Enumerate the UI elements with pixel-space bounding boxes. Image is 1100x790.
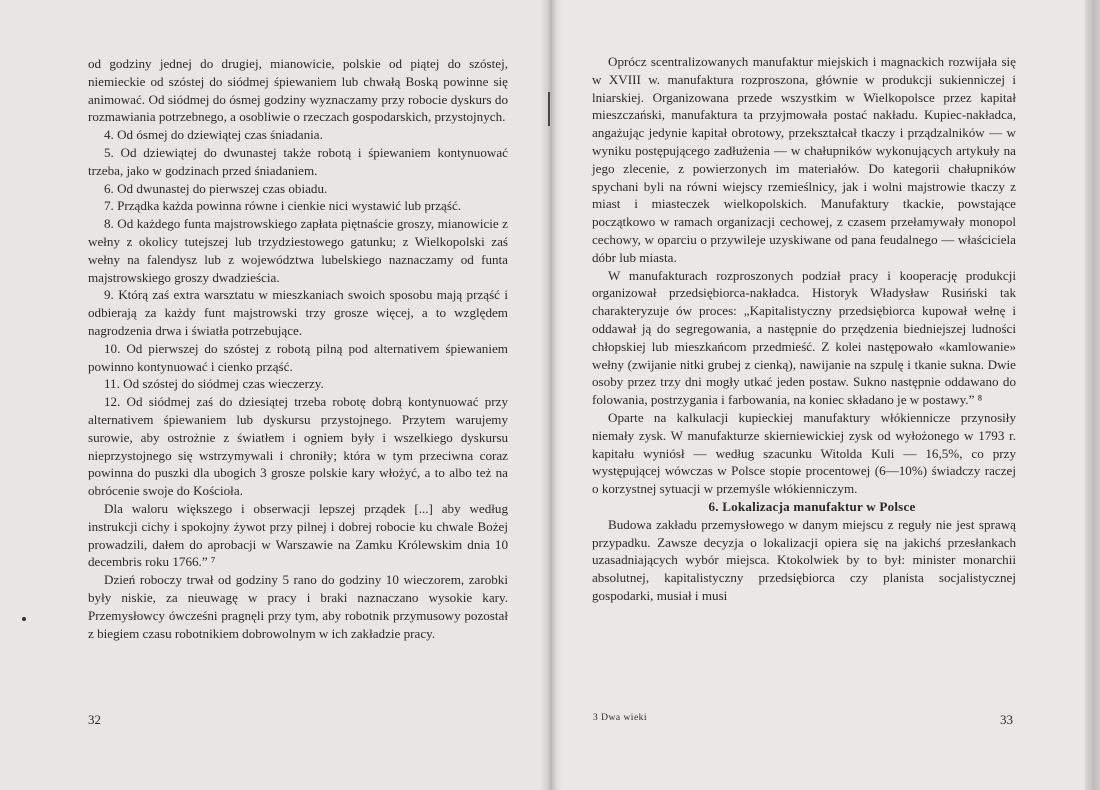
paragraph: 4. Od ósmej do dziewiątej czas śniadania. — [104, 127, 323, 143]
paragraph: 10. Od pierwszej do szóstej z robotą pilną pod alternativem śpiewaniem powinno kontynuować i cienko prząść. — [88, 340, 508, 374]
paragraph: Oparte na kalkulacji kupieckiej manufaktury włókiennicze przynosiły niemały zysk. W manufakturze skierniewickiej zysk od wyłożonego w 1793 r. kapitału wyniósł — według szacunku Witolda Kuli — 16,5%, co przy występującej wówczas w Polsce stopie procentowej (6—10%) świadczy raczej o korzystnej sytuacji w przemyśle włókienniczym. — [592, 409, 1016, 497]
right-page-text — [592, 53, 1016, 605]
paragraph: Dzień roboczy trwał od godziny 5 rano do godziny 10 wieczorem, zarobki były niskie, za nieuwagę w pracy i braki naznaczano wysokie kary. Przemysłowcy ówcześni pragnęli przy tym, aby robotnik przymusowy pozostał z biegiem czasu robotnikiem dobrowolnym w ich zakładzie pracy. — [88, 572, 508, 641]
right-page — [552, 0, 1100, 790]
margin-mark — [22, 617, 26, 621]
page-number: 33 — [1000, 712, 1013, 727]
section-heading: 6. Lokalizacja manufaktur w Polsce — [708, 498, 916, 514]
signature-mark: 3 Dwa wieki — [593, 713, 648, 723]
page-edge — [1085, 0, 1100, 790]
paragraph: Dla waloru większego i obserwacji lepszej prządek [...] aby według instrukcji cichy i spokojny żywot przy pilnej i dobrej robocie ku chwale Bożej prowadzili, dałem do aprobacji w Warszawie na Zamku Królewskim dnia 10 decembris roku 1766.” ⁷ — [88, 500, 508, 570]
paragraph: 8. Od każdego funta majstrowskiego zapłata piętnaście groszy, mianowicie z wełny z okolicy tutejszej lub trzydziestowego gatunku; z Wielkopolski zaś wełny na falendysz lub z województwa lubelskiego naznaczamy od funta majstrowskiego groszy dwadzieścia. — [88, 216, 508, 285]
paragraph: Budowa zakładu przemysłowego w danym miejscu z reguły nie jest sprawą przypadku. Zawsze decyzja o lokalizacji opiera się na jakichś przesłankach uzasadniających wybór miejsca. Ktokolwiek by to był: minister monarchii absolutnej, kapitalistyczny przedsiębiorca czy planista socjalistycznej gospodarki, musiał i musi — [592, 516, 1016, 603]
left-page-text — [88, 55, 508, 642]
paragraph: 6. Od dwunastej do pierwszej czas obiadu. — [104, 180, 328, 196]
paragraph: od godziny jednej do drugiej, mianowicie, polskie od piątej do szóstej, niemieckie od szóstej do siódmej śpiewaniem lub chwałą Boską powinne się animować. Od siódmej do ósmej godziny wyznaczamy przy robocie dyskurs do rozmawiania potrzebnego, a osobliwie o rzeczach gospodarskich, przystojnych. — [88, 56, 508, 125]
paragraph: 5. Od dziewiątej do dwunastej także robotą i śpiewaniem kontynuować trzeba, jako w godzinach przed śniadaniem. — [88, 144, 508, 178]
page-number: 32 — [88, 712, 101, 727]
left-page — [0, 0, 548, 790]
paragraph: W manufakturach rozproszonych podział pracy i kooperację produkcji organizował przedsiębiorca-nakładca. Historyk Władysław Rusiński tak charakteryzuje ów proces: „Kapitalistyczny przedsiębiorca kupował wełnę i oddawał ją do segregowania, a następnie do przędzenia biedniejszej ludności chłopskiej lub mieszkańcom przedmieść. Z kolei następowało «kamlowanie» wełny (zwijanie nitki grubej z cienką), nawijanie na szpulę i tkanie sukna. Dwie osoby przez trzy dni mogły utkać jeden postaw. Sukno następnie oddawano do folowania, postrzygania i farbowania, na koniec składano je w postawy.” ⁸ — [592, 267, 1016, 408]
paragraph: 11. Od szóstej do siódmej czas wieczerzy. — [104, 376, 324, 392]
paragraph: 12. Od siódmej zaś do dziesiątej trzeba robotę dobrą kontynuować przy alternativem śpiewaniem lub dyskursu przystojnego. Przytem warujemy surowie, aby ostrożnie z światłem i ogniem były i wszelkiego dyskursu nieprzystojnego się wstrzymywali i chroniły; która w tym przeciwna coraz powinna do puszki dla ubogich 3 grosze polskie kary włożyć, a to albo też na obrócenie swoje do Kościoła. — [88, 394, 508, 499]
paragraph: 9. Którą zaś extra warsztatu w mieszkaniach swoich sposobu mają prząść i odbierają za każdy funt majstrowski trzy grosze więcej, a to względem nagrodzenia drwa i światła potrzebujące. — [88, 287, 508, 338]
paragraph: Oprócz scentralizowanych manufaktur miejskich i magnackich rozwijała się w XVIII w. manufaktura rozproszona, głównie w produkcji sukienniczej i lniarskiej. Organizowana przede wszystkim w Wielkopolsce przez kapitał mieszczański, manufaktura ta przyjmowała postać nakładu. Kupiec-nakładca, angażując jedynie kapitał obrotowy, przekształcał tkaczy i prządzalników — w wyniku postępującego zadłużenia — w chałupników wykonujących artykuły na jego zlecenie, z powierzonych im materiałów. Do kategorii chałupników spychani byli na równi wiejscy rzemieślnicy, jak i wolni majstrowie tkaczy z miast i miasteczek wielkopolskich. Manufaktury tkackie, powstające początkowo w ramach organizacji cechowej, z czasem przełamywały monopol cechowy, w oparciu o przywileje uzyskiwane od pana feudalnego — właściciela dóbr lub miasta. — [592, 54, 1016, 265]
gutter-mark — [548, 92, 550, 126]
paragraph: 7. Prządka każda powinna równe i cienkie nici wystawić lub prząść. — [104, 198, 462, 214]
book-gutter — [540, 0, 562, 790]
